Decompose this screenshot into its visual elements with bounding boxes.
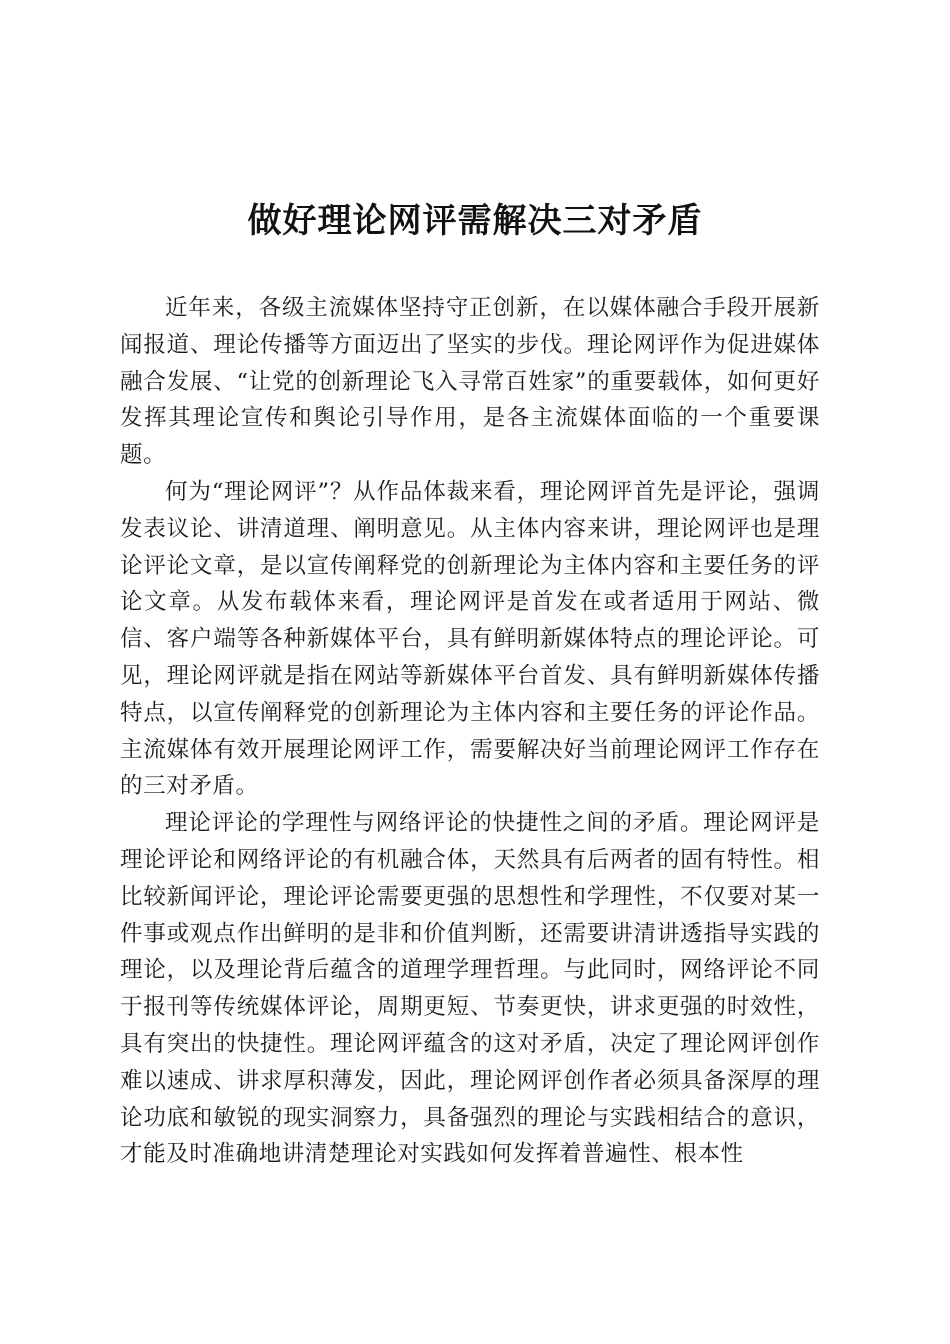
paragraph-intro: 近年来，各级主流媒体坚持守正创新，在以媒体融合手段开展新闻报道、理论传播等方面迈出了坚实的步伐。理论网评作为促进媒体融合发展、“让党的创新理论飞入寻常百姓家”的重要载体，如何更好发挥其理论宣传和舆论引导作用，是各主流媒体面临的一个重要课题。 bbox=[120, 295, 820, 469]
document-title: 做好理论网评需解决三对矛盾 bbox=[247, 201, 703, 241]
paragraph-definition: 何为“理论网评”？从作品体裁来看，理论网评首先是评论，强调发表议论、讲清道理、阐明意见。从主体内容来讲，理论网评也是理论评论文章，是以宣传阐释党的创新理论为主体内容和主要任务的评论文章。从发布载体来看，理论网评是首发在或者适用于网站、微信、客户端等各种新媒体平台，具有鲜明新媒体特点的理论评论。可见，理论网评就是指在网站等新媒体平台首发、具有鲜明新媒体传播特点，以宣传阐释党的创新理论为主体内容和主要任务的评论作品。主流媒体有效开展理论网评工作，需要解决好当前理论网评工作存在的三对矛盾。 bbox=[120, 478, 820, 800]
document-body bbox=[120, 290, 820, 1173]
paragraph-contradiction-one: 理论评论的学理性与网络评论的快捷性之间的矛盾。理论网评是理论评论和网络评论的有机融合体，天然具有后两者的固有特性。相比较新闻评论，理论评论需要更强的思想性和学理性，不仅要对某一件事或观点作出鲜明的是非和价值判断，还需要讲清讲透指导实践的理论，以及理论背后蕴含的道理学理哲理。与此同时，网络评论不同于报刊等传统媒体评论，周期更短、节奏更快，讲求更强的时效性，具有突出的快捷性。理论网评蕴含的这对矛盾，决定了理论网评创作难以速成、讲求厚积薄发，因此，理论网评创作者必须具备深厚的理论功底和敏锐的现实洞察力，具备强烈的理论与实践相结合的意识，才能及时准确地讲清楚理论对实践如何发挥着普遍性、根本性 bbox=[120, 810, 820, 1168]
